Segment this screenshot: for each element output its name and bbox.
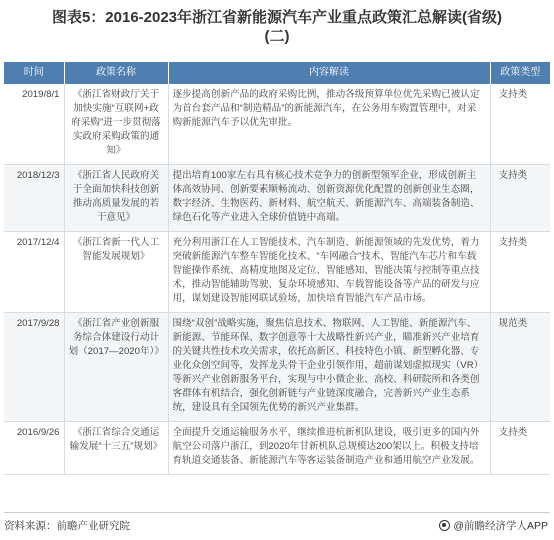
cell-date: 2016/9/26 <box>4 422 64 475</box>
source-note: 资料来源：前瞻产业研究院 <box>4 520 130 532</box>
header-policy-type: 政策类型 <box>490 62 550 84</box>
header-date: 时间 <box>4 62 64 84</box>
cell-date: 2018/12/3 <box>4 165 64 232</box>
cell-date: 2019/8/1 <box>4 84 64 165</box>
cell-content: 全面提升交通运输服务水平，继续推进杭新机队建设，吸引更多的国内外航空公司落户浙江，到2020年甘新机队总规模达200架以上。积极支持培育轨道交通装备、新能源汽车等客运装备制造产业和通用航空产业发展。 <box>168 422 490 475</box>
footer-divider <box>4 512 550 513</box>
cell-policy-name: 《浙江省财政厅关于加快实施“互联网+政府采购”进一步贯彻落实政府采购政策的通知》 <box>64 84 168 165</box>
cell-content: 逐步提高创新产品的政府采购比例，推动各级预算单位优先采购已被认定为首台套产品和“制造精品”的新能源汽车，在公务用车购置管理中，对采购新能源汽车予以优先审批。 <box>168 84 490 165</box>
cell-policy-type: 支持类 <box>490 84 550 165</box>
cell-policy-type: 支持类 <box>490 422 550 475</box>
table-row <box>4 232 550 313</box>
title-line-2: (二) <box>264 28 290 45</box>
cell-date: 2017/12/4 <box>4 232 64 313</box>
table-header-row <box>4 62 550 84</box>
cell-policy-type: 支持类 <box>490 232 550 313</box>
brand-label: @前瞻经济学人APP <box>453 520 548 532</box>
policy-table <box>4 62 550 475</box>
brand-credit <box>439 518 548 533</box>
cell-policy-name: 《浙江省人民政府关于全面加快科技创新推动高质量发展的若干意见》 <box>64 165 168 232</box>
page-title <box>0 8 554 46</box>
cell-policy-name: 《浙江省产业创新服务综合体建设行动计划（2017—2020年）》 <box>64 313 168 422</box>
cell-policy-name: 《浙江省新一代人工智能发展规划》 <box>64 232 168 313</box>
cell-policy-type: 规范类 <box>490 313 550 422</box>
header-policy-name: 政策名称 <box>64 62 168 84</box>
table-row <box>4 313 550 422</box>
table-row <box>4 165 550 232</box>
cell-policy-name: 《浙江省综合交通运输发展“十三五”规划》 <box>64 422 168 475</box>
cell-content: 充分利用浙江在人工智能技术、汽车制造、新能源领域的先发优势，着力突破新能源汽车整车智能化技术、“车网融合”技术、智能汽车芯片和车载智能操作系统、高精度地图及定位、智能感知、智能决策与控制等重点技术，推动智能辅助驾驶、复杂环境感知、车载智能设备等产品的研发与应用，谋划建设智能网联试验场，加快培育智能汽车产品市场。 <box>168 232 490 313</box>
header-content: 内容解读 <box>168 62 490 84</box>
title-line-1: 图表5：2016-2023年浙江省新能源汽车产业重点政策汇总解读(省级) <box>51 9 503 26</box>
brand-logo-icon <box>439 520 450 531</box>
footer <box>4 518 548 533</box>
cell-date: 2017/9/28 <box>4 313 64 422</box>
cell-content: 围绕“双创”战略实施，聚焦信息技术、物联网、人工智能、新能源汽车、新能源、节能环保、数字创意等十大战略性新兴产业，瞄准新兴产业培育的关键共性技术攻关需求，依托高新区、科技特色小镇、新型孵化器、专业化众创空间等，发挥龙头骨干企业引领作用，超前谋划虚拟现实（VR）等新兴产业创新服务平台，实现与中小微企业、高校、科研院所和各类创客群体有机结合，强化创新链与产业链深度融合，完善新兴产业生态系统，建设具有全国领先优势的新兴产业集群。 <box>168 313 490 422</box>
cell-policy-type: 支持类 <box>490 165 550 232</box>
cell-content: 提出培育100家左右具有核心技术竞争力的创新型领军企业，形成创新主体高效协同、创新要素顺畅流动、创新资源优化配置的创新创业生态圈，数字经济、生物医药、新材料、航空航天、新能源汽车、高端装备制造、绿色石化等产业进入全球价值链中高端。 <box>168 165 490 232</box>
table-row <box>4 422 550 475</box>
table-row <box>4 84 550 165</box>
